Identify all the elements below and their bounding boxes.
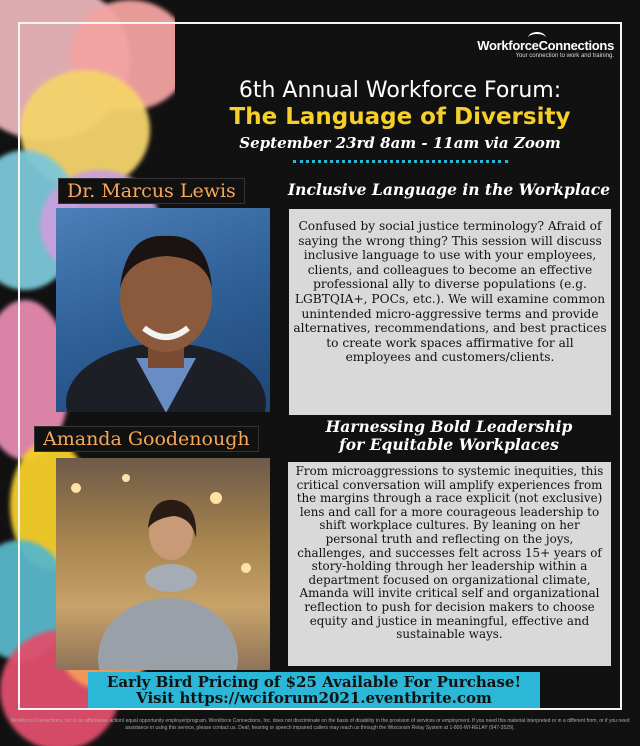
- speaker2-description: From microaggressions to systemic inequities, this critical conversation will amplify experiences from the margins through a race explicit (not exclusive) lens and call for a more courageous leadership to shift workplace cultures. By leaning on her personal truth and reflecting on the joys, challenges, and successes felt across 15+ years of story-holding through her leadership within a department focused on organizational climate, Amanda will invite critical self and organizational reflection to push for decision makers to choose equity and justice in meaningful, effective and sustainable ways.: [288, 462, 611, 666]
- speaker2-session-title: [286, 418, 612, 454]
- speaker2-session-line2: for Equitable Workplaces: [339, 435, 559, 454]
- speaker2-name: Amanda Goodenough: [34, 426, 259, 452]
- forum-subtitle: The Language of Diversity: [229, 104, 571, 130]
- workforce-connections-logo: [477, 38, 614, 59]
- speaker1-name: Dr. Marcus Lewis: [58, 178, 245, 204]
- logo-tagline: Your connection to work and training.: [515, 53, 614, 59]
- registration-url[interactable]: Visit https://wciforum2021.eventbrite.com: [136, 689, 492, 707]
- legal-footer: Workforce Connections, Inc is an affirmative action/ equal opportunity employer/program. Workforce Connections, Inc. does not discriminate on the basis of disability in the provision of services or employment. If you need this material interpreted or in a different form, or if you need assistance in using this service, please contact us. Deaf, hearing or speech impaired callers may reach us through the Wisconsin Relay System at 1-800-WI-RELAY (947-3529).: [10, 718, 630, 731]
- early-bird-text: Early Bird Pricing of $25 Available For Purchase!: [106, 673, 522, 691]
- registration-banner: [88, 672, 540, 708]
- logo-swoosh-icon: [528, 32, 546, 44]
- speaker1-photo: [56, 208, 270, 412]
- forum-title: 6th Annual Workforce Forum:: [238, 78, 562, 103]
- speaker1-session-title: Inclusive Language in the Workplace: [287, 180, 611, 199]
- logo-name: WorkforceConnections: [477, 38, 614, 53]
- speaker2-photo: [56, 458, 270, 670]
- speaker1-description: Confused by social justice terminology? Afraid of saying the wrong thing? This session will discuss inclusive language to use with your employees, clients, and colleagues to become an effective professional ally to diverse populations (e.g. LGBTQIA+, POCs, etc.). We will examine common unintended micro-aggressive terms and provide alternatives, recommendations, and best practices to create work spaces affirmative for all employees and customers/clients.: [289, 209, 611, 415]
- event-date-time: September 23rd 8am - 11am via Zoom: [239, 134, 561, 152]
- dotted-divider: [293, 160, 508, 163]
- speaker2-session-line1: Harnessing Bold Leadership: [325, 417, 573, 436]
